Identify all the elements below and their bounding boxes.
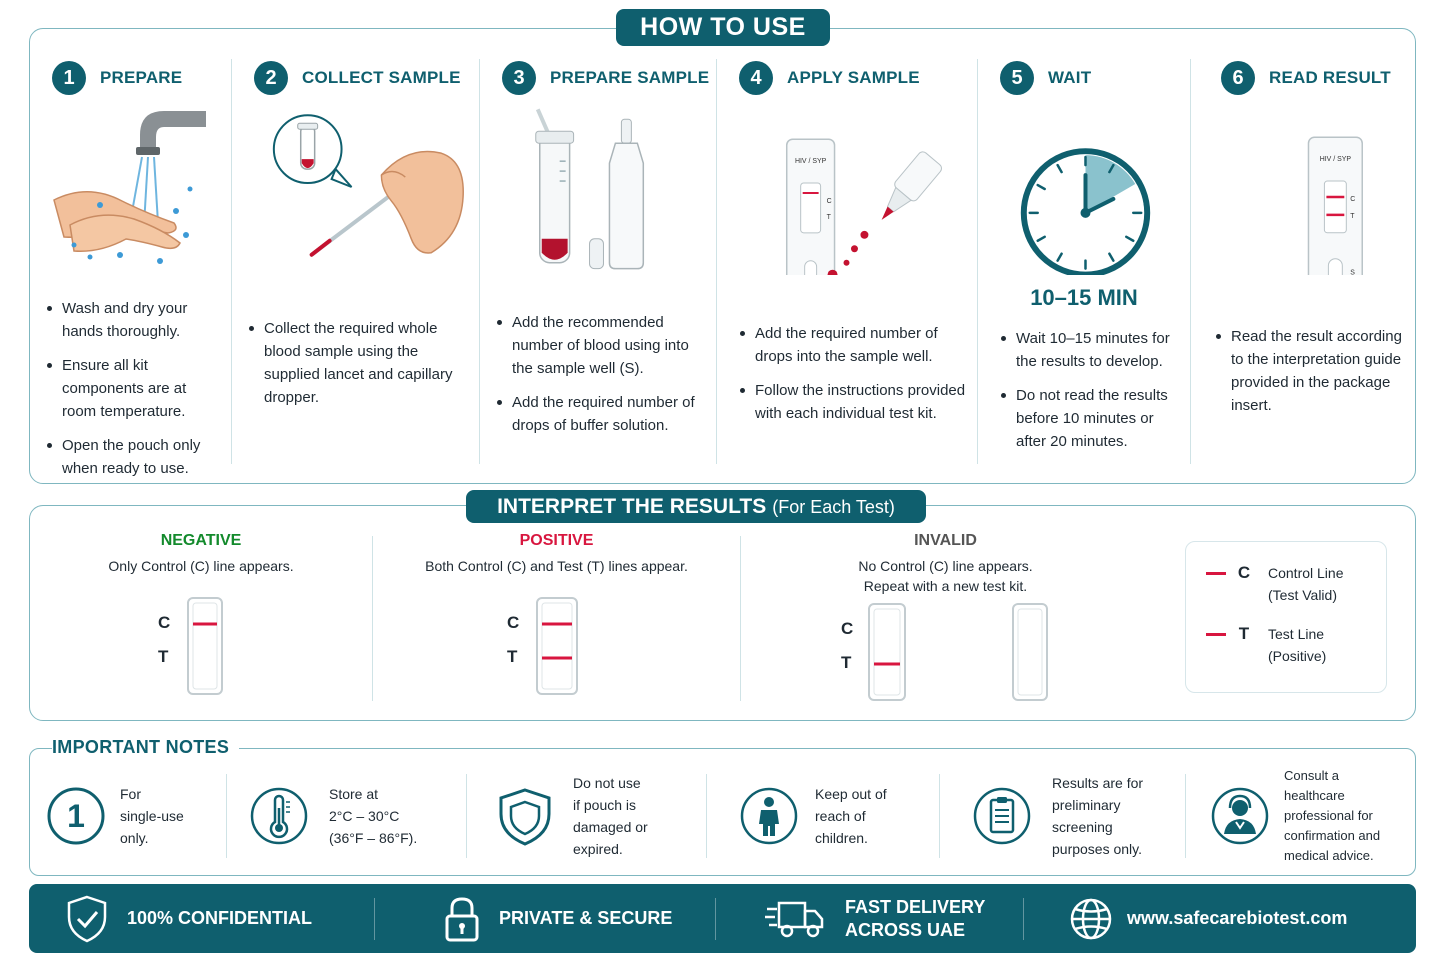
step-bullet: Read the result according to the interpretation guide provided in the package insert. <box>1215 325 1407 417</box>
footer-bar <box>29 884 1416 953</box>
step-title: PREPARE <box>100 68 183 87</box>
shield-check-icon <box>65 895 109 943</box>
child-icon <box>739 786 799 846</box>
step-title: APPLY SAMPLE <box>787 68 920 87</box>
result-description: Both Control (C) and Test (T) lines appear. <box>425 558 688 574</box>
footer-confidential: 100% CONFIDENTIAL <box>65 884 312 953</box>
svg-text:T: T <box>826 213 831 221</box>
result-negative <box>30 532 372 701</box>
sample-tube-buffer-icon <box>480 105 716 275</box>
interpret-subtitle: (For Each Test) <box>772 497 895 517</box>
website-link[interactable]: www.safecarebiotest.com <box>1127 908 1348 928</box>
important-notes-title: IMPORTANT NOTES <box>52 737 239 758</box>
step-bullet: Open the pouch only when ready to use. <box>46 434 223 480</box>
step-number: 1 <box>52 61 86 95</box>
cassette-dropper-icon <box>717 105 977 275</box>
step-bullet: Wait 10–15 minutes for the results to develop. <box>1000 327 1182 373</box>
svg-text:T: T <box>1350 212 1355 220</box>
thermometer-icon <box>249 786 309 846</box>
footer-fast-delivery: FAST DELIVERY ACROSS UAE <box>765 884 985 953</box>
note-storage: Store at 2°C – 30°C (36°F – 86°F). <box>226 774 466 858</box>
step-number: 2 <box>254 61 288 95</box>
step-title: WAIT <box>1048 68 1092 87</box>
legend-test-line: T Test Line (Positive) <box>1206 623 1326 667</box>
step-bullet: Ensure all kit components are at room temperature. <box>46 354 223 423</box>
svg-text:S: S <box>1350 269 1355 275</box>
footer-private-secure: PRIVATE & SECURE <box>443 884 672 953</box>
result-label: POSITIVE <box>519 532 594 549</box>
svg-text:HIV / SYP: HIV / SYP <box>1319 156 1352 164</box>
shield-icon <box>495 786 555 846</box>
lock-icon <box>443 896 481 942</box>
step-number: 3 <box>502 61 536 95</box>
step-number: 4 <box>739 61 773 95</box>
step-title: COLLECT SAMPLE <box>302 68 461 87</box>
interpret-section <box>29 505 1416 721</box>
finger-prick-dropper-icon <box>232 105 479 275</box>
svg-text:T: T <box>841 653 852 672</box>
how-to-use-title: HOW TO USE <box>616 9 830 46</box>
svg-text:C: C <box>1350 195 1356 203</box>
hand-washing-icon <box>30 105 231 275</box>
svg-text:1: 1 <box>67 798 85 834</box>
step-collect-sample <box>231 59 479 464</box>
clock-icon <box>978 105 1190 275</box>
svg-text:C: C <box>158 613 171 632</box>
important-notes-section <box>29 748 1416 876</box>
step-title: READ RESULT <box>1269 68 1391 87</box>
clipboard-icon <box>972 786 1032 846</box>
step-wait <box>977 59 1190 464</box>
svg-text:T: T <box>507 647 518 666</box>
result-positive <box>372 532 740 701</box>
step-prepare-sample <box>479 59 716 464</box>
truck-icon <box>765 897 825 941</box>
step-bullet: Add the recommended number of blood using into the sample well (S). <box>496 311 708 380</box>
invalid-strips <box>827 602 1067 706</box>
step-bullet: Follow the instructions provided with each individual test kit. <box>739 379 969 425</box>
negative-strip <box>150 594 240 698</box>
how-to-use-section <box>29 28 1416 484</box>
result-label: INVALID <box>914 532 977 549</box>
step-bullet: Wash and dry your hands thoroughly. <box>46 297 223 343</box>
svg-text:C: C <box>841 619 854 638</box>
doctor-icon <box>1210 786 1270 846</box>
step-prepare <box>30 59 231 477</box>
step-bullet: Collect the required whole blood sample using the supplied lancet and capillary dropper. <box>248 317 471 409</box>
test-cassette-icon <box>1191 105 1415 275</box>
interpret-title: INTERPRET THE RESULTS (For Each Test) <box>466 490 926 523</box>
step-read-result <box>1190 59 1415 464</box>
footer-website[interactable] <box>1069 884 1347 953</box>
wait-time-label: 10–15 MIN <box>1030 285 1138 310</box>
svg-text:T: T <box>158 647 169 666</box>
step-bullet: Add the required number of drops into the sample well. <box>739 322 969 368</box>
legend-box <box>1185 541 1387 693</box>
step-apply-sample <box>716 59 977 464</box>
result-invalid <box>740 532 1150 701</box>
legend-control-line: C Control Line (Test Valid) <box>1206 562 1344 606</box>
step-title: PREPARE SAMPLE <box>550 68 710 87</box>
svg-text:HIV / SYP: HIV / SYP <box>794 158 827 166</box>
note-single-use: 1 For single-use only. <box>30 774 226 858</box>
positive-strip <box>499 594 589 698</box>
result-label: NEGATIVE <box>160 532 242 549</box>
step-number: 5 <box>1000 61 1034 95</box>
result-description: Only Control (C) line appears. <box>108 558 294 574</box>
single-use-icon <box>46 786 106 846</box>
svg-text:C: C <box>826 197 832 205</box>
globe-icon <box>1069 897 1113 941</box>
svg-text:C: C <box>507 613 520 632</box>
note-screening: Results are for preliminary screening purposes only. <box>939 774 1185 858</box>
step-bullet: Add the required number of drops of buffer solution. <box>496 391 708 437</box>
step-bullet: Do not read the results before 10 minutes or after 20 minutes. <box>1000 384 1182 453</box>
result-description: No Control (C) line appears. Repeat with a new test kit. <box>858 558 1033 594</box>
step-number: 6 <box>1221 61 1255 95</box>
note-consult: Consult a healthcare professional for confirmation and medical advice. <box>1185 774 1415 858</box>
note-children: Keep out of reach of children. <box>706 774 939 858</box>
note-pouch: Do not use if pouch is damaged or expired. <box>466 774 706 858</box>
